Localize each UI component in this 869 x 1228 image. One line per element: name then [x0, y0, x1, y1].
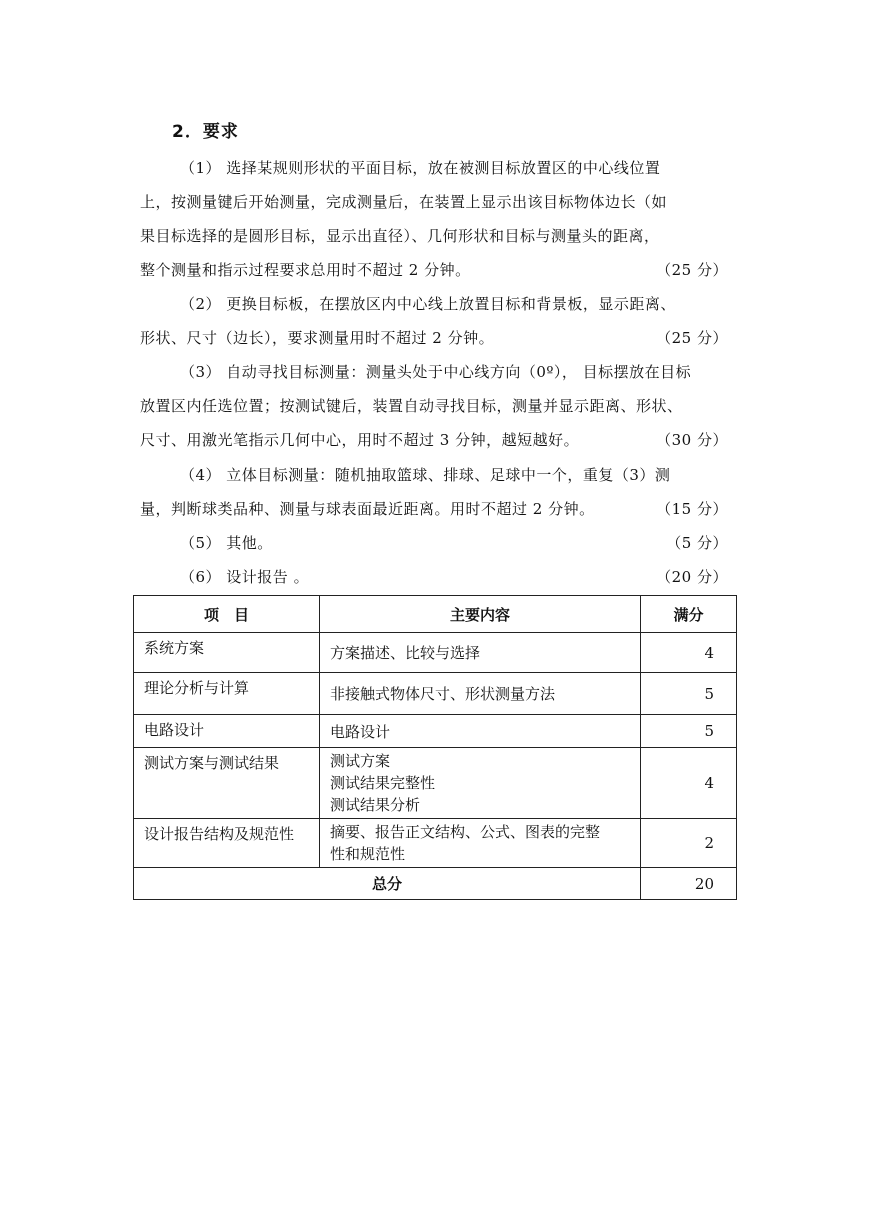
- row-item: 设计报告结构及规范性: [134, 819, 320, 868]
- requirement-text: 形状、尺寸（边长），要求测量用时不超过 2 分钟。: [140, 329, 495, 347]
- row-score: 4: [641, 748, 737, 819]
- requirement-line-last: [140, 321, 738, 355]
- requirement-line-last: [140, 560, 738, 594]
- content-line: 性和规范性: [330, 845, 406, 863]
- row-score: 2: [641, 819, 737, 868]
- table-row: [134, 633, 737, 673]
- requirement-line: （4） 立体目标测量：随机抽取篮球、排球、足球中一个，重复（3）测: [180, 466, 671, 484]
- row-score: 4: [641, 633, 737, 673]
- header-content: 主要内容: [320, 596, 641, 633]
- row-score: 5: [641, 673, 737, 715]
- row-item: 系统方案: [134, 633, 320, 673]
- row-score: 5: [641, 715, 737, 748]
- requirement-line: 上，按测量键后开始测量，完成测量后，在装置上显示出该目标物体边长（如: [140, 193, 668, 211]
- row-item: 理论分析与计算: [134, 673, 320, 715]
- requirement-line-last: [140, 423, 738, 457]
- content-line: 测试结果分析: [330, 796, 421, 814]
- requirement-line: 果目标选择的是圆形目标，显示出直径）、几何形状和目标与测量头的距离，: [140, 227, 660, 245]
- requirement-score: （15 分）: [656, 500, 728, 518]
- content-line: 测试结果完整性: [330, 774, 436, 792]
- requirement-line: （2） 更换目标板，在摆放区内中心线上放置目标和背景板，显示距离、: [180, 295, 676, 313]
- row-content: 方案描述、比较与选择: [320, 633, 641, 673]
- grading-table: [133, 595, 737, 900]
- requirement-text: 尺寸、用激光笔指示几何中心，用时不超过 3 分钟，越短越好。: [140, 431, 580, 449]
- requirement-text: 整个测量和指示过程要求总用时不超过 2 分钟。: [140, 261, 471, 279]
- requirement-score: （25 分）: [656, 261, 728, 279]
- requirement-score: （5 分）: [666, 534, 728, 552]
- requirement-text: 量，判断球类品种、测量与球表面最近距离。用时不超过 2 分钟。: [140, 500, 595, 518]
- requirement-2: [140, 287, 738, 355]
- table-row: [134, 715, 737, 748]
- section-heading: 2．要求: [172, 122, 239, 142]
- requirement-score: （25 分）: [656, 329, 728, 347]
- requirement-line: （3） 自动寻找目标测量：测量头处于中心线方向（0º）， 目标摆放在目标: [180, 363, 692, 381]
- requirement-6: [140, 560, 738, 594]
- table-header-row: [134, 596, 737, 633]
- requirement-score: （30 分）: [656, 431, 728, 449]
- row-content: [320, 819, 641, 868]
- table-row: [134, 819, 737, 868]
- requirement-1: [140, 151, 738, 287]
- requirement-line-last: [140, 253, 738, 287]
- table-row: [134, 673, 737, 715]
- row-item: 电路设计: [134, 715, 320, 748]
- requirement-line: 放置区内任选位置；按测试键后，装置自动寻找目标，测量并显示距离、形状、: [140, 397, 683, 415]
- row-content: [320, 748, 641, 819]
- requirement-line: （1） 选择某规则形状的平面目标，放在被测目标放置区的中心线位置: [180, 159, 661, 177]
- total-label: 总分: [134, 868, 641, 900]
- row-content: 电路设计: [320, 715, 641, 748]
- content-line: 测试方案: [330, 752, 391, 770]
- table-total-row: [134, 868, 737, 900]
- requirement-line-last: [140, 492, 738, 526]
- row-content: 非接触式物体尺寸、形状测量方法: [320, 673, 641, 715]
- requirement-score: （20 分）: [656, 568, 728, 586]
- requirement-5: [140, 526, 738, 560]
- requirement-text: （6） 设计报告 。: [180, 568, 310, 586]
- content-line: 摘要、报告正文结构、公式、图表的完整: [330, 823, 601, 841]
- requirement-3: [140, 355, 738, 457]
- requirement-4: [140, 458, 738, 526]
- table-row: [134, 748, 737, 819]
- total-score: 20: [641, 868, 737, 900]
- row-item: 测试方案与测试结果: [134, 748, 320, 819]
- requirement-text: （5） 其他。: [180, 534, 273, 552]
- requirement-line-last: [140, 526, 738, 560]
- header-item: 项 目: [134, 596, 320, 633]
- header-score: 满分: [641, 596, 737, 633]
